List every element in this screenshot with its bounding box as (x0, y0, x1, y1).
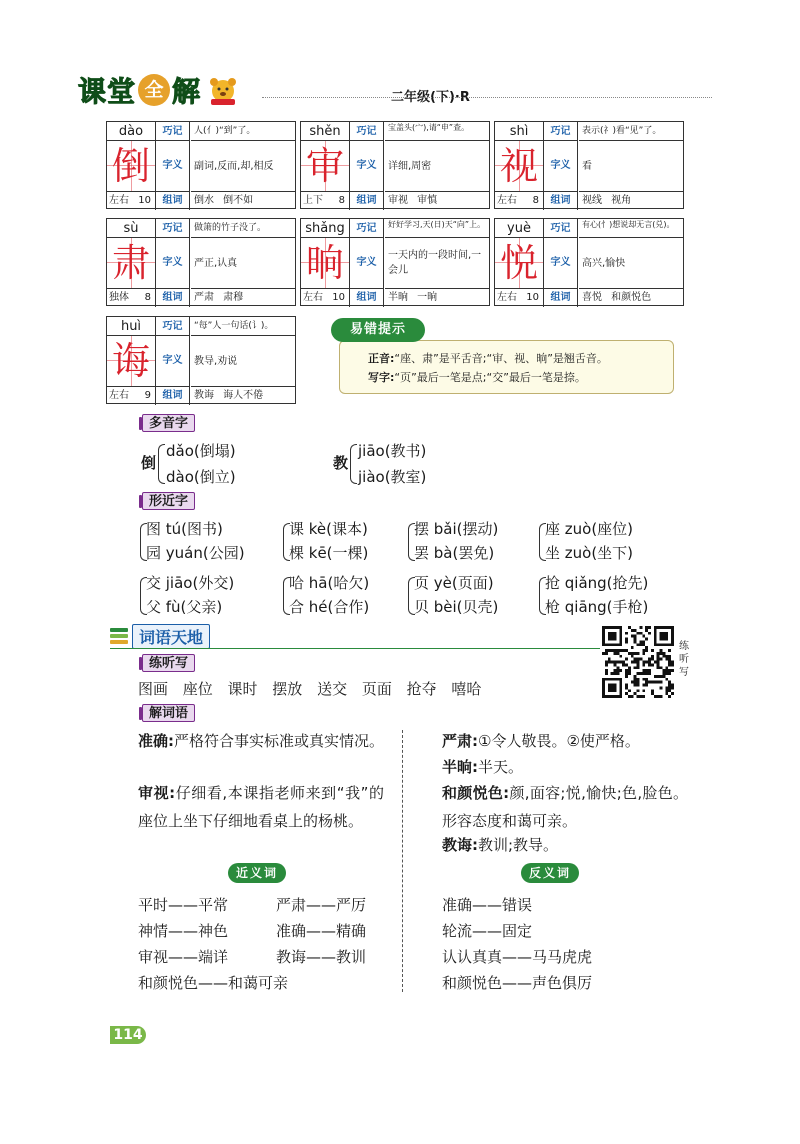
tips-line-2-text: “页”最后一笔是点;“交”最后一笔是捺。 (394, 371, 586, 384)
similar-char-entry: 哈 hā(哈欠) (289, 574, 370, 592)
antonym-pair: 轮流——固定 (442, 922, 533, 940)
character-card (106, 121, 296, 209)
logo-badge: 全 (138, 74, 170, 106)
card-character: 诲 (107, 336, 156, 386)
logo-text-1: 课堂 (78, 75, 137, 108)
card-tip: 做箫的竹子没了。 (191, 219, 295, 238)
card-words: 倒水 倒不如 (191, 191, 295, 210)
card-meaning: 教导,劝说 (194, 355, 238, 367)
antonyms-label: 反义词 (521, 863, 579, 883)
card-tip-label: 巧记 (350, 122, 384, 141)
similar-char-entry: 父 fù(父亲) (146, 598, 223, 616)
card-words: 视线 视角 (579, 191, 683, 210)
card-meaning-label: 字义 (544, 141, 578, 191)
explain-term: 准确: (138, 732, 174, 750)
synonym-pair: 平时——平常 (138, 896, 229, 914)
character-card (494, 121, 684, 209)
polyphone-char-1: 倒 (141, 454, 157, 472)
tips-line-2 (368, 368, 673, 387)
card-structure (495, 288, 544, 307)
card-stroke-count: 8 (532, 195, 539, 206)
vocab-divider (110, 648, 600, 649)
card-pinyin: yuè (495, 219, 544, 238)
antonym-pair: 和颜悦色——声色俱厉 (442, 974, 593, 992)
card-character: 倒 (107, 141, 156, 191)
synonym-pair: 神情——神色 (138, 922, 229, 940)
explain-def: 仔细看,本课指老师来到“我”的座位上坐下仔细地看桌上的杨桃。 (138, 784, 384, 830)
card-character: 视 (495, 141, 544, 191)
similar-char-entry: 交 jiāo(外交) (146, 574, 235, 592)
card-structure-type: 左右 (109, 195, 129, 206)
similar-char-entry: 合 hé(合作) (289, 598, 370, 616)
card-character: 晌 (301, 238, 350, 288)
card-structure-type: 上下 (303, 195, 323, 206)
card-tip: 好好学习,天(日)天“向”上。 (385, 219, 489, 238)
card-meaning-label: 字义 (156, 336, 190, 386)
book-logo (78, 72, 241, 108)
similar-char-entry: 抢 qiǎng(抢先) (545, 574, 649, 592)
card-meaning: 一天内的一段时间,一会儿 (388, 250, 482, 276)
polyphone-reading: dào(倒立) (166, 468, 236, 486)
card-meaning: 副词,反而,却,相反 (194, 160, 274, 172)
card-meaning-label: 字义 (350, 141, 384, 191)
grade-label: 二年级(下)·R (391, 90, 470, 105)
antonym-pair: 准确——错误 (442, 896, 533, 914)
explain-term: 教诲: (442, 836, 478, 854)
card-meaning: 详细,周密 (388, 160, 432, 172)
tips-line-2-label: 写字: (368, 371, 395, 384)
similar-char-entry: 园 yuán(公园) (146, 544, 245, 562)
card-structure (107, 386, 156, 405)
logo-text-2: 解 (172, 75, 202, 108)
card-words: 严肃 肃穆 (191, 288, 295, 307)
card-meaning-label: 字义 (544, 238, 578, 288)
qr-caption: 练听写 (679, 641, 689, 678)
similar-chars-label: 形近字 (142, 492, 195, 510)
character-card (106, 316, 296, 404)
polyphone-label: 多音字 (142, 414, 195, 432)
card-structure-type: 左右 (497, 292, 517, 303)
card-stroke-count: 10 (526, 292, 539, 303)
similar-char-entry: 课 kè(课本) (289, 520, 368, 538)
character-card (300, 218, 490, 306)
card-stroke-count: 8 (144, 292, 151, 303)
card-pinyin: shì (495, 122, 544, 141)
card-structure (495, 191, 544, 210)
explain-def: 半天。 (478, 758, 524, 776)
card-tip-label: 巧记 (544, 122, 578, 141)
synonym-pair: 审视——端详 (138, 948, 229, 966)
synonym-pair: 准确——精确 (276, 922, 367, 940)
card-meaning: 看 (582, 160, 592, 172)
card-words-label: 组词 (544, 288, 578, 307)
card-words: 喜悦 和颜悦色 (579, 288, 683, 307)
qr-code-icon[interactable] (602, 626, 674, 698)
polyphone-char-2: 教 (333, 454, 349, 472)
antonym-pair: 认认真真——马马虎虎 (442, 948, 593, 966)
card-character: 审 (301, 141, 350, 191)
similar-char-entry: 图 tú(图书) (146, 520, 223, 538)
card-stroke-count: 10 (332, 292, 345, 303)
card-tip: 人(亻)“到”了。 (191, 122, 295, 141)
explain-def: 颜,面容;悦,愉快;色,脸色。形容态度和蔼可亲。 (442, 784, 689, 830)
tips-title: 易错提示 (331, 318, 425, 342)
dictation-words: 图画 座位 课时 摆放 送交 页面 抢夺 嘻哈 (138, 680, 482, 698)
explain-def: ①令人敬畏。②使严格。 (478, 732, 640, 750)
character-card (300, 121, 490, 209)
card-structure (301, 191, 350, 210)
similar-char-entry: 页 yè(页面) (414, 574, 494, 592)
card-stroke-count: 8 (338, 195, 345, 206)
card-pinyin: dào (107, 122, 156, 141)
card-tip: “每”人一句话(讠)。 (191, 317, 295, 336)
explain-label: 解词语 (142, 704, 195, 722)
brace (350, 444, 357, 484)
card-tip: 有心(忄)想说却无言(兑)。 (579, 219, 683, 238)
explain-entry (442, 727, 688, 755)
card-tip: 表示(礻)看“见”了。 (579, 122, 683, 141)
card-meaning-label: 字义 (156, 141, 190, 191)
vocab-heading (110, 624, 210, 648)
card-tip: 宝盖头(宀),请“申”查。 (385, 122, 489, 141)
card-structure (107, 191, 156, 210)
similar-char-entry: 摆 bǎi(摆动) (414, 520, 499, 538)
card-words-label: 组词 (350, 191, 384, 210)
bear-mascot-icon (205, 75, 241, 105)
polyphone-reading: dǎo(倒塌) (166, 442, 236, 460)
card-tip-label: 巧记 (156, 219, 190, 238)
polyphone-reading: jiāo(教书) (358, 442, 427, 460)
card-words-label: 组词 (544, 191, 578, 210)
card-meaning-label: 字义 (350, 238, 384, 288)
explain-entry (442, 779, 688, 835)
card-words: 审视 审慎 (385, 191, 489, 210)
similar-char-entry: 坐 zuò(坐下) (545, 544, 634, 562)
card-pinyin: sù (107, 219, 156, 238)
card-words-label: 组词 (156, 288, 190, 307)
tips-line-1-label: 正音: (368, 352, 395, 365)
explain-term: 和颜悦色: (442, 784, 510, 802)
card-pinyin: huì (107, 317, 156, 336)
card-words-label: 组词 (156, 386, 190, 405)
dictation-label: 练听写 (142, 654, 195, 672)
card-character: 肃 (107, 238, 156, 288)
tips-line-1 (368, 349, 673, 368)
card-structure-type: 左右 (497, 195, 517, 206)
polyphone-reading: jiào(教室) (358, 468, 427, 486)
card-meaning: 高兴,愉快 (582, 257, 626, 269)
card-tip-label: 巧记 (156, 122, 190, 141)
explain-entry (138, 779, 384, 835)
card-meaning: 严正,认真 (194, 257, 238, 269)
explain-term: 审视: (138, 784, 176, 802)
card-structure-type: 左右 (303, 292, 323, 303)
card-pinyin: shǎng (301, 219, 350, 238)
synonym-pair: 教诲——教训 (276, 948, 367, 966)
similar-char-entry: 贝 bèi(贝壳) (414, 598, 499, 616)
vocab-title: 词语天地 (132, 624, 210, 649)
explain-def: 严格符合事实标准或真实情况。 (174, 732, 385, 750)
synonym-pair: 严肃——严厉 (276, 896, 367, 914)
page-number: 114 (110, 1026, 146, 1044)
header-divider (262, 97, 712, 98)
card-words-label: 组词 (156, 191, 190, 210)
explain-entry (138, 727, 384, 755)
card-words: 教诲 诲人不倦 (191, 386, 295, 405)
brace (158, 444, 165, 484)
card-tip-label: 巧记 (156, 317, 190, 336)
heading-bars-icon (110, 628, 128, 644)
synonyms-label: 近义词 (228, 863, 286, 883)
similar-char-entry: 棵 kē(一棵) (289, 544, 369, 562)
card-words: 半晌 一晌 (385, 288, 489, 307)
card-stroke-count: 10 (138, 195, 151, 206)
card-structure-type: 左右 (109, 390, 129, 401)
card-stroke-count: 9 (144, 390, 151, 401)
character-card (106, 218, 296, 306)
similar-char-entry: 座 zuò(座位) (545, 520, 634, 538)
explain-term: 半晌: (442, 758, 478, 776)
tips-box (339, 340, 674, 394)
character-card (494, 218, 684, 306)
card-structure (107, 288, 156, 307)
explain-entry (442, 753, 688, 781)
explain-term: 严肃: (442, 732, 478, 750)
column-separator (402, 730, 403, 992)
tips-line-1-text: “座、肃”是平舌音;“审、视、晌”是翘舌音。 (394, 352, 608, 365)
card-structure-type: 独体 (109, 292, 129, 303)
card-words-label: 组词 (350, 288, 384, 307)
card-tip-label: 巧记 (544, 219, 578, 238)
card-meaning-label: 字义 (156, 238, 190, 288)
synonym-pair: 和颜悦色——和蔼可亲 (138, 974, 289, 992)
card-structure (301, 288, 350, 307)
explain-def: 教训;教导。 (478, 836, 559, 854)
similar-char-entry: 罢 bà(罢免) (414, 544, 495, 562)
card-pinyin: shěn (301, 122, 350, 141)
explain-entry (442, 831, 688, 859)
card-tip-label: 巧记 (350, 219, 384, 238)
similar-char-entry: 枪 qiāng(手枪) (545, 598, 649, 616)
card-character: 悦 (495, 238, 544, 288)
